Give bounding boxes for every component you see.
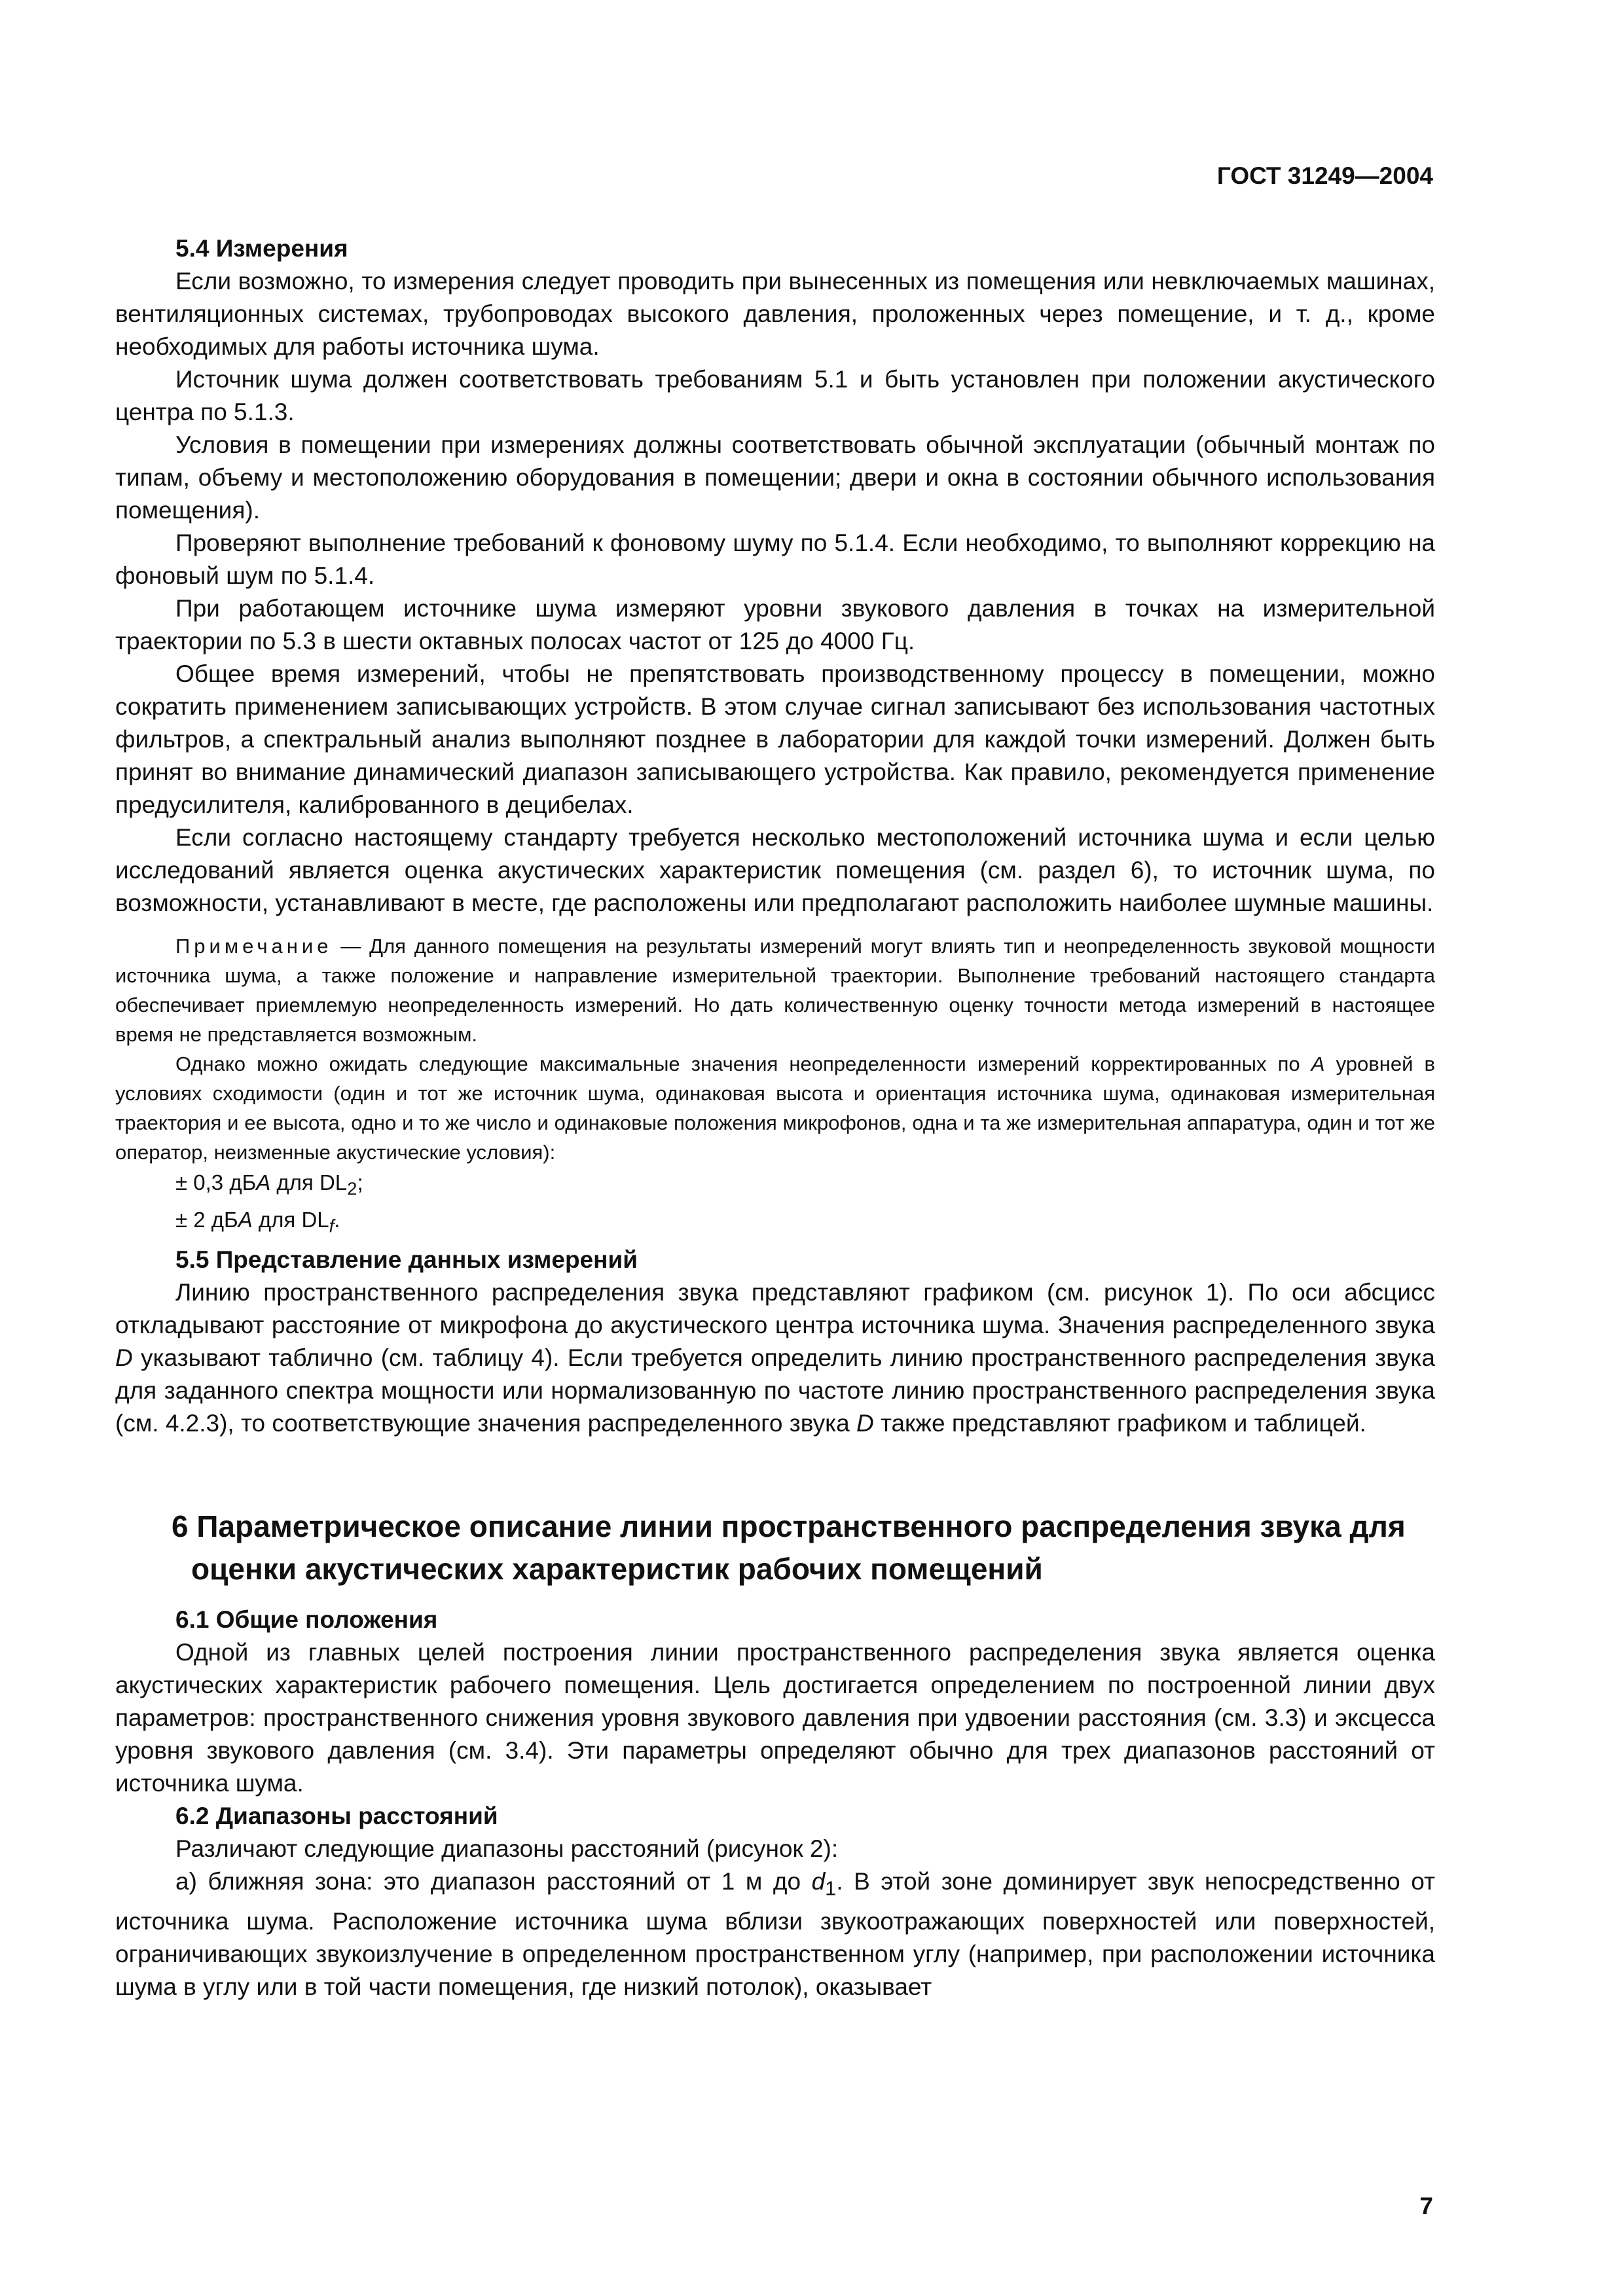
section-6-title: 6 Параметрическое описание линии пространственного распределения звука для оценки акустических характеристик рабочих помещений: [172, 1509, 1406, 1587]
page-body: [115, 232, 1435, 2003]
section-6-2-heading: 6.2 Диапазоны расстояний: [175, 1803, 498, 1830]
section-5-5-heading: 5.5 Представление данных измерений: [175, 1246, 638, 1274]
paragraph: Если согласно настоящему стандарту требуется несколько местоположений источника шума и если целью исследований является оценка акустических характеристик помещения (см. раздел 6), то источник шума, по возможности, устанавливают в месте, где расположены или предполагают расположить наиболее шумные машины.: [115, 824, 1435, 916]
paragraph: Источник шума должен соответствовать требованиям 5.1 и быть установлен при положении акустического центра по 5.1.3.: [115, 366, 1435, 425]
paragraph: Если возможно, то измерения следует проводить при вынесенных из помещения или невключаемых машинах, вентиляционных системах, трубопроводах высокого давления, проложенных через помещение, и т. д., кроме необходимых для работы источника шума.: [115, 268, 1435, 360]
section-5-4-heading: 5.4 Измерения: [175, 235, 348, 262]
paragraph: Различают следующие диапазоны расстояний (рисунок 2):: [175, 1835, 839, 1863]
note-paragraph: [115, 931, 1435, 1049]
paragraph: а) ближняя зона: это диапазон расстояний от 1 м до $d_1$. В этой зоне доминирует звук непосредственно от источника шума. Расположение источника шума вблизи звукоотражающих поверхностей или поверхностей, ограничивающих звукоизлучение в определенном пространственном углу (например, при расположении источника шума в углу или в той части помещения, где низкий потолок), оказывает: [115, 1868, 1435, 2000]
paragraph: Одной из главных целей построения линии пространственного распределения звука является оценка акустических характеристик рабочего помещения. Цель достигается определением по построенной линии двух параметров: пространственного снижения уровня звукового давления при удвоении расстояния (см. 3.3) и эксцесса уровня звукового давления (см. 3.4). Эти параметры определяют обычно для трех диапазонов расстояний от источника шума.: [115, 1639, 1435, 1797]
page-number: 7: [1419, 2193, 1433, 2219]
note-label: Примечание: [175, 935, 333, 958]
tolerance-dlf: ± 2 дБA для $DL_f$.: [175, 1207, 340, 1236]
paragraph: Условия в помещении при измерениях должны соответствовать обычной эксплуатации (обычный монтаж по типам, объему и местоположению оборудования в помещении; двери и окна в состоянии обычного использования помещения).: [115, 431, 1435, 524]
note-text: — Для данного помещения на результаты измерений могут влиять тип и неопределенность звуковой мощности источника шума, а также положение и направление измерительной траектории. Выполнение требований настоящего стандарта обеспечивает приемлемую неопределенность измерений. Но дать количественную оценку точности метода измерений в настоящее время не представляется возможным.: [115, 935, 1435, 1046]
paragraph: Линию пространственного распределения звука представляют графиком (см. рисунок 1). По оси абсцисс откладывают расстояние от микрофона до акустического центра источника шума. Значения распределенного звука D указывают таблично (см. таблицу 4). Если требуется определить линию пространственного распределения звука для заданного спектра мощности или нормализованную по частоте линию пространственного распределения звука (см. 4.2.3), то соответствующие значения распределенного звука D также представляют графиком и таблицей.: [115, 1279, 1435, 1437]
paragraph: При работающем источнике шума измеряют уровни звукового давления в точках на измерительной траектории по 5.3 в шести октавных полосах частот от 125 до 4000 Гц.: [115, 595, 1435, 655]
standard-number: ГОСТ 31249—2004: [1216, 162, 1433, 189]
paragraph: Общее время измерений, чтобы не препятствовать производственному процессу в помещении, можно сократить применением записывающих устройств. В этом случае сигнал записывают без использования частотных фильтров, а спектральный анализ выполняют позднее в лаборатории для каждой точки измерений. Должен быть принят во внимание динамический диапазон записывающего устройства. Как правило, рекомендуется применение предусилителя, калиброванного в децибелах.: [115, 660, 1435, 818]
tolerance-dl2: ± 0,3 дБA для $DL_2$;: [175, 1170, 363, 1199]
paragraph: Проверяют выполнение требований к фоновому шуму по 5.1.4. Если необходимо, то выполняют коррекцию на фоновый шум по 5.1.4.: [115, 529, 1435, 589]
note-paragraph-2: Однако можно ожидать следующие максимальные значения неопределенности измерений корректированных по A уровней в условиях сходимости (один и тот же источник шума, одинаковая высота и ориентация источника шума, одинаковая измерительная траектория и ее высота, одно и то же число и одинаковые положения микрофонов, одна и та же измерительная аппаратура, один и тот же оператор, неизменные акустические условия):: [115, 1052, 1435, 1164]
section-6-1-heading: 6.1 Общие положения: [175, 1606, 438, 1634]
